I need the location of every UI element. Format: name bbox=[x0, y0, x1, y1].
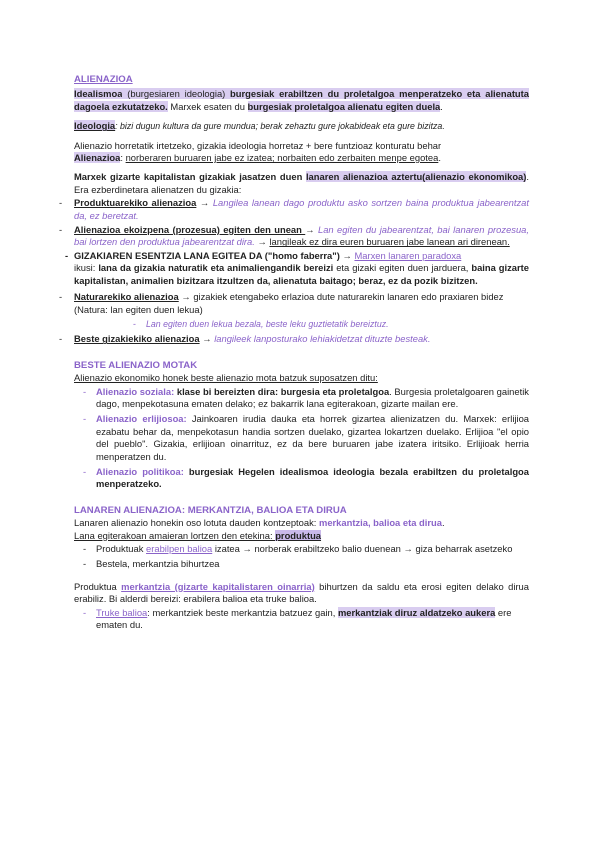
document-body bbox=[59, 74, 530, 631]
list-item-erlijiosoa: - Alienazio erlijiosoa: Jainkoaren irudia dauka eta horrek gizartea alienizatzen du. Marxek: erlijioa ezabatu behar da, menpekotasun handia sortzen duelako, gizartea lokartzen duelako. Erlijioa "el opio del pueblo". Gizakia, erlijioan oinarrituz, ez da bere buruaren jabe izatera iritsiko. Erlijioak herria menperatzen du. bbox=[83, 413, 529, 462]
paragraph-etekina: Lana egiterakoan amaieran lortzen den etekina: produktua bbox=[74, 529, 322, 541]
list-item-truke-balioa: - Truke balioa: merkantziek beste merkantzia batzuez gain, merkantziak diruz aldatzeko aukera ere ematen du. bbox=[83, 606, 512, 631]
section-title-beste-motak: BESTE ALIENAZIO MOTAK bbox=[74, 359, 198, 371]
list-item-produktua: - Produktuarekiko alienazioa → Langilea lanean dago produktu asko sortzen baina produktua jabearentzat da, ez beretzat. bbox=[59, 197, 529, 221]
paragraph-alienazioa-def: Alienazio horretatik irtetzeko, gizakia ideologia horretaz + bere funtzioaz konturatu behar Alienazioa: norberaren buruaren jabe ez izatea; norbaiten edo zerbaiten menpe egotea. bbox=[74, 139, 442, 164]
list-item-soziala: - Alienazio soziala: klase bi bereizten dira: burgesia eta proletalgoa. Burgesia proletalgoaren gainetik dago, menpekotasuna ematen delako; ez bakarrik lana egiterakoan, gizarte mailan ere. bbox=[83, 385, 529, 409]
list-item-bestela: - Bestela, merkantzia bihurtzea bbox=[83, 558, 220, 570]
paragraph-beste-intro: Alienazio ekonomiko honek beste alienazio mota batzuk suposatzen ditu: bbox=[74, 372, 378, 384]
list-item-beste-gizakiak: - Beste gizakiekiko alienazioa → langileek lanposturako lehiakidetzat dituzte besteak. bbox=[59, 333, 431, 345]
list-item-natura: - Naturarekiko alienazioa → gizakiek etengabeko erlazioa dute naturarekin lanaren edo praxiaren bidez (Natura: lan egiten duen lekua) bbox=[59, 291, 504, 315]
sub-item-natura: - Lan egiten duen lekua bezala, beste leku guztietatik bereiztuz. bbox=[133, 318, 389, 329]
list-item-politikoa: - Alienazio politikoa: burgesiak Hegelen idealismoa ideologia bezala erabiltzen du proletalgoa menperatzeko. bbox=[83, 465, 529, 490]
paragraph-ideologia: Ideologia: bizi dugun kultura da gure mundua; berak zehaztu gure jokabideak eta gure bizitza. bbox=[74, 120, 445, 132]
paragraph-idealismoa: Idealismoa (burgesiaren ideologia) burgesiak erabiltzen du proletalgoa menperatzeko eta alienatuta dagoela ezkutatzeko. Marxek esaten du burgesiak proletalgoa alienatu egiten duela. bbox=[74, 88, 529, 112]
list-item-gizakiaren-esentzia: - GIZAKIAREN ESENTZIA LANA EGITEA DA ("homo faberra") → Marxen lanaren paradoxa ikusi: lana da gizakia naturatik eta animaliengandik bereizi eta gizaki egiten duen jarduera, baina gizarte kapitalistan, animalien bizitzara itzultzen da, alienatuta baitago; beraz, ez da pozik bizitzen. bbox=[65, 249, 529, 286]
section-title-merkantzia: LANAREN ALIENAZIOA: MERKANTZIA, BALIOA ETA DIRUA bbox=[74, 504, 347, 516]
list-item-erabilpen: - Produktuak erabilpen balioa izatea → norberak erabiltzeko balio duenean → giza beharrak asetzeko bbox=[83, 543, 513, 554]
link-truke-balioa[interactable]: Truke balioa bbox=[96, 606, 148, 618]
paragraph-produktua-merkantzia: Produktua merkantzia (gizarte kapitalistaren oinarria) bihurtzen da saldu eta erosi egiten delako dirua erabiliz. Bi alderdi bereizi: erabilera balioa eta truke balioa. bbox=[74, 580, 529, 605]
link-marxen-paradoxa[interactable]: Marxen lanaren paradoxa bbox=[354, 249, 462, 261]
link-erabilpen-balioa[interactable]: erabilpen balioa bbox=[146, 543, 213, 554]
list-item-ekoizpena: - Alienazioa ekoizpena (prozesua) egiten den unean → Lan egiten du jabearentzat, bai lanaren prozesua, bai lortzen den produktua jabearentzat dira. → langileak ez dira euren buruaren jabe lanean ari direnean. bbox=[59, 224, 530, 248]
paragraph-marxek: Marxek gizarte kapitalistan gizakiak jasatzen duen lanaren alienazioa aztertu(alienazio ekonomikoa). Era ezberdinetara alienatzen du gizakia: bbox=[74, 171, 529, 195]
paragraph-kontzeptoak: Lanaren alienazio honekin oso lotuta dauden kontzeptoak: merkantzia, balioa eta dirua. bbox=[74, 517, 445, 529]
section-title-alienazioa: ALIENAZIOA bbox=[74, 74, 133, 85]
